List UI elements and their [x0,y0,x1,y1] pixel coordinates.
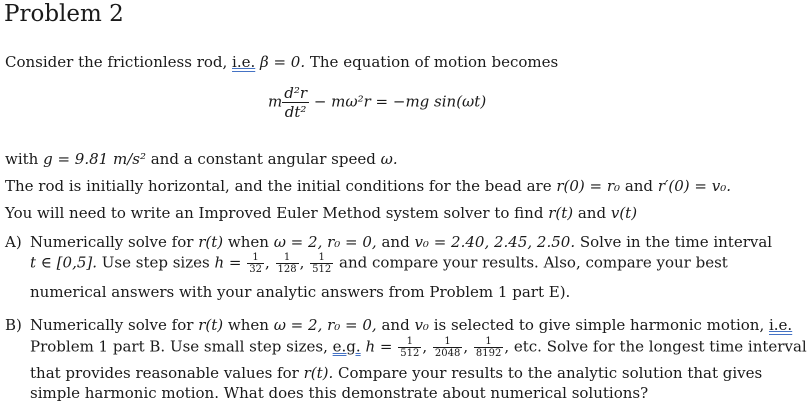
step-fraction-1 [247,252,264,275]
part-b-interval-text: etc. Solve for the longest time interval [509,337,807,356]
derivative-numerator: d²r [284,84,308,102]
fraction-numerator: 1 [474,336,503,348]
part-b-r-2: r(t). [303,364,334,382]
part-b-r: r(t) [198,316,224,334]
gravity-value: g = 9.81 m/s² [43,150,146,168]
part-a-line-3: numerical answers with your analytic answers from Problem 1 part E). [30,283,571,301]
solver-r: r(t) [548,204,574,222]
part-a-label: A) [5,233,22,251]
part-b-text-5: that provides reasonable values for [30,364,304,382]
fraction-numerator: 1 [276,252,299,264]
initial-position: r(0) = r₀ [556,177,621,195]
part-a-params: ω = 2, r₀ = 0, [273,233,377,251]
solver-v: v(t) [610,204,638,222]
initial-conditions-line [5,177,731,195]
solver-text: You will need to write an Improved Euler Method system solver to find [5,204,549,222]
part-b-step-text: Problem 1 part B. Use small step sizes, [30,337,333,356]
derivative-denominator: dt² [284,103,307,121]
part-b-params: ω = 2, r₀ = 0, [273,316,377,334]
intro-text: Consider the frictionless rod, [5,53,233,71]
gravity-text-2: and a constant angular speed [145,150,381,168]
gravity-text: with [5,150,44,168]
intro-text-2: The equation of motion becomes [305,53,559,71]
beta-equation: β = 0. [260,53,306,71]
solver-line [5,204,637,222]
part-a-text-3: and [376,233,415,251]
step-fraction-b2 [433,336,462,359]
part-b-line-4: simple harmonic motion. What does this demonstrate about numerical solutions? [30,384,649,402]
intro-line [5,53,558,71]
part-b-line-3 [30,364,762,382]
step-h: h = [214,253,242,272]
part-b-line-2: Problem 1 part B. Use small step sizes, e.g. h = $\frac{1}{512}$ , $\frac{1}{2048}$ , $\frac{1}{8192}$ , etc. Solve for the longest time interval [30,336,807,359]
init-text: The rod is initially horizontal, and the initial conditions for the bead are [5,177,557,195]
part-a-text-4: Solve in the time interval [575,233,773,251]
initial-velocity: r′(0) = v₀. [657,177,731,195]
step-h-b: h = [365,337,393,356]
part-a-text: Numerically solve for [30,233,199,251]
part-a-r: r(t) [198,233,224,251]
part-a-line-1 [30,233,772,251]
page-title: Problem 2 [4,1,124,27]
part-b-v0: v₀ [414,316,429,334]
equation-of-motion [268,84,486,121]
eg-abbrev: e.g. [332,337,361,356]
part-a-step-text: Use step sizes [97,253,215,272]
fraction-numerator: 1 [398,336,421,348]
equation-mass: m [268,92,283,111]
ie-abbrev: i.e. [232,53,256,71]
fraction-numerator: 1 [433,336,462,348]
part-b-text-4: is selected to give simple harmonic motion, [428,316,769,334]
fraction-denominator: 512 [400,348,420,359]
fraction-denominator: 512 [312,264,332,275]
step-fraction-b3 [474,336,503,359]
fraction-denominator: 8192 [475,348,502,359]
ie-abbrev-b: i.e. [768,316,793,334]
fraction-numerator: 1 [247,252,264,264]
part-a-compare-text: and compare your results. Also, compare your best [334,253,728,272]
step-fraction-3 [310,252,333,275]
part-a-line-2: t ∈ [0,5]. Use step sizes h = $\frac{1}{32}$ , $\frac{1}{128}$ , $\frac{1}{512}$ and compare your results. Also, compare your best [30,252,728,275]
part-b-text-6: Compare your results to the analytic solution that gives [333,364,763,382]
equation-rhs: − mω²r = −mg sin(ωt) [313,92,487,111]
part-b-label: B) [5,316,22,334]
part-a-text-2: when [223,233,274,251]
step-fraction-2 [276,252,299,275]
gravity-line [5,150,398,168]
time-interval: t ∈ [0,5]. [30,253,97,272]
init-and: and [620,177,658,195]
part-b-line-1 [30,316,792,334]
part-a-velocities: v₀ = 2.40, 2.45, 2.50. [414,233,576,251]
part-b-text-3: and [376,316,415,334]
part-b-text-2: when [223,316,274,334]
fraction-numerator: 1 [310,252,333,264]
fraction-denominator: 32 [249,264,262,275]
second-derivative [282,84,309,121]
fraction-denominator: 128 [277,264,297,275]
solver-and: and [573,204,611,222]
omega-symbol: ω. [380,150,398,168]
fraction-denominator: 2048 [434,348,461,359]
part-b-text: Numerically solve for [30,316,199,334]
step-fraction-b1 [398,336,421,359]
